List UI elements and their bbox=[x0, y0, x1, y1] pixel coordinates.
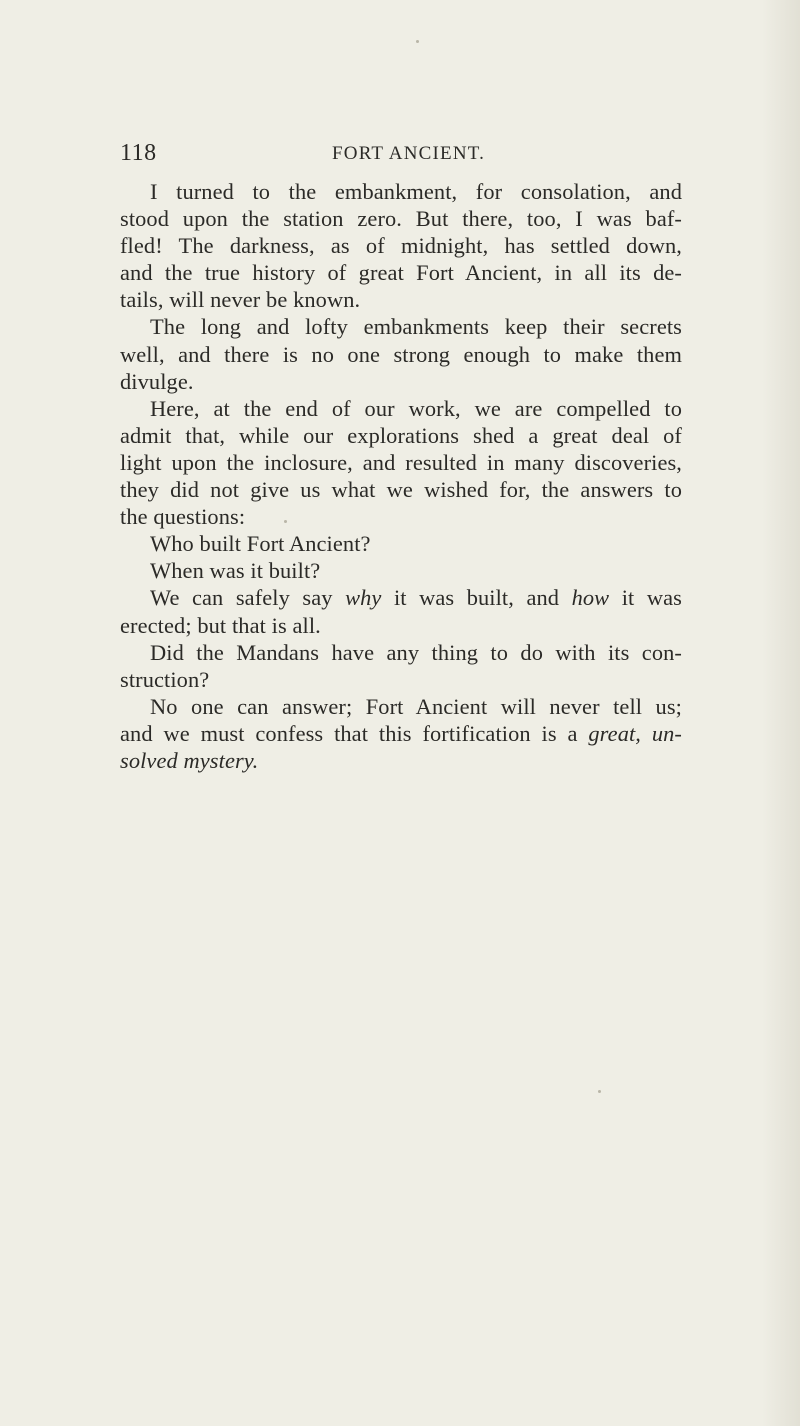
text-line: well, and there is no one strong enough to make them bbox=[120, 341, 682, 367]
text-line: they did not give us what we wished for, the answers to bbox=[120, 477, 682, 503]
text-run: We can safely say bbox=[150, 585, 346, 611]
text-run: it was bbox=[609, 585, 682, 611]
text-line: struction? bbox=[120, 666, 210, 692]
italic-phrase: great, un- bbox=[588, 720, 682, 746]
paragraph bbox=[120, 178, 682, 313]
text-run: it was built, and bbox=[381, 585, 572, 611]
text-line: erected; but that is all. bbox=[120, 612, 321, 638]
paragraph bbox=[120, 313, 682, 394]
italic-phrase: solved mystery. bbox=[120, 747, 259, 773]
text-line: The long and lofty embankments keep their secrets bbox=[150, 314, 682, 340]
text-line: Did the Mandans have any thing to do with its con- bbox=[150, 639, 682, 665]
running-title: FORT ANCIENT. bbox=[332, 143, 486, 164]
body-text bbox=[120, 178, 682, 774]
text-line: fled! The darkness, as of midnight, has settled down, bbox=[120, 233, 682, 259]
paragraph bbox=[120, 530, 682, 557]
italic-word: how bbox=[571, 585, 610, 611]
text-line: Who built Fort Ancient? bbox=[150, 531, 371, 557]
paragraph bbox=[120, 693, 682, 774]
paragraph bbox=[120, 395, 682, 530]
text-line: stood upon the station zero. But there, too, I was baf- bbox=[120, 206, 682, 232]
text-line: When was it built? bbox=[150, 558, 321, 584]
text-run: and we must confess that this fortification is a bbox=[120, 720, 589, 746]
text-line: divulge. bbox=[120, 368, 194, 394]
text-line bbox=[120, 747, 682, 774]
paper-speck bbox=[598, 1090, 601, 1093]
text-line: admit that, while our explorations shed a great deal of bbox=[120, 422, 682, 448]
text-line: I turned to the embankment, for consolation, and bbox=[150, 179, 682, 204]
text-line: the questions: bbox=[120, 504, 246, 530]
text-line: No one can answer; Fort Ancient will never tell us; bbox=[150, 693, 682, 719]
running-head bbox=[120, 140, 680, 172]
text-line bbox=[120, 584, 682, 611]
text-line: tails, will never be known. bbox=[120, 287, 361, 313]
paper-speck bbox=[416, 40, 419, 43]
paragraph bbox=[120, 584, 682, 638]
paragraph bbox=[120, 557, 682, 584]
page-number: 118 bbox=[120, 140, 157, 166]
italic-word: why bbox=[345, 585, 382, 611]
text-line bbox=[120, 720, 682, 747]
paragraph bbox=[120, 639, 682, 693]
text-line: Here, at the end of our work, we are compelled to bbox=[150, 395, 682, 421]
page-edge-shadow bbox=[762, 0, 800, 1426]
text-line: and the true history of great Fort Ancient, in all its de- bbox=[120, 260, 682, 286]
text-line: light upon the inclosure, and resulted in many discoveries, bbox=[120, 449, 682, 475]
